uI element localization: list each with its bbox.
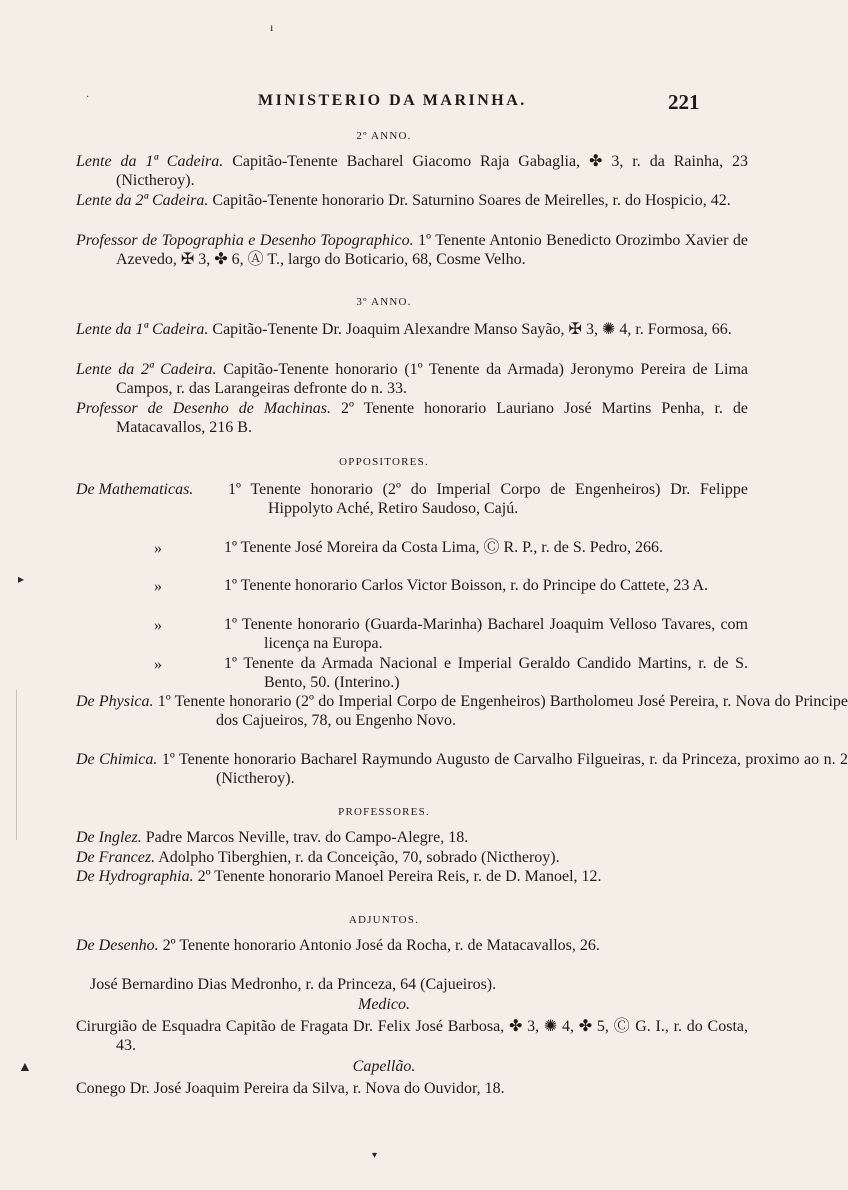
entry-label: Lente da 2ª Cadeira. — [76, 361, 217, 378]
ditto-mark: » — [154, 540, 162, 557]
entry-label: Lente da 1ª Cadeira. — [76, 321, 209, 338]
ditto-mark: » — [154, 578, 162, 595]
entry-text: 2º Tenente honorario Lauriano José Martins Penha, r. de Matacavallos, 216 B. — [116, 400, 749, 437]
entry-label: De Mathematicas. — [76, 481, 194, 498]
entry-text: 1º Tenente honorario Bacharel Raymundo Augusto de Carvalho Filgueiras, r. da Princeza, proximo ao n. 2 (Nictheroy). — [161, 751, 848, 788]
entry-francez — [76, 848, 748, 867]
entry-label: Lente da 1ª Cadeira. — [76, 153, 224, 170]
header-title: MINISTERIO DA MARINHA. — [258, 92, 527, 109]
ink-speck: ▲ — [18, 1060, 32, 1075]
entry-professor-topographia — [76, 231, 748, 270]
entry-professor-desenho-machinas — [76, 399, 748, 438]
entry-capellao: Conego Dr. José Joaquim Pereira da Silva, r. Nova do Ouvidor, 18. — [76, 1080, 505, 1097]
entry-label: De Desenho. — [76, 937, 159, 954]
entry-text: Capitão-Tenente honorario Dr. Saturnino Soares de Meirelles, r. do Hospicio, 42. — [212, 192, 731, 209]
entry-lente-2-cadeira-3 — [76, 360, 748, 399]
ditto-mark: » — [154, 617, 162, 634]
entry-text: Capitão-Tenente Dr. Joaquim Alexandre Manso Sayão, ✠ 3, ✺ 4, r. Formosa, 66. — [212, 321, 732, 338]
math-oppositor-2: 1º Tenente José Moreira da Costa Lima, Ⓒ R. P., r. de S. Pedro, 266. — [224, 539, 664, 556]
page-number: 221 — [668, 90, 700, 114]
section-heading-3-anno: 3º ANNO. — [356, 296, 412, 308]
math-oppositor-5: 1º Tenente da Armada Nacional e Imperial Geraldo Candido Martins, r. de S. Bento, 50. (Interino.) — [224, 655, 748, 692]
entry-text: 2º Tenente honorario Antonio José da Rocha, r. de Matacavallos, 26. — [162, 937, 600, 954]
section-heading-professores: PROFESSORES. — [338, 806, 430, 818]
entry-text: 2º Tenente honorario Manoel Pereira Reis, r. de D. Manoel, 12. — [197, 868, 602, 885]
entry-adjunto-2: José Bernardino Dias Medronho, r. da Princeza, 64 (Cajueiros). — [90, 976, 497, 993]
entry-label: Professor de Desenho de Machinas. — [76, 400, 331, 417]
entry-text: 1º Tenente Antonio Benedicto Orozimbo Xavier de Azevedo, ✠ 3, ✤ 6, Ⓐ T., largo do Boticario, 68, Cosme Velho. — [116, 232, 749, 269]
math-oppositor-3: 1º Tenente honorario Carlos Victor Boisson, r. do Principe do Cattete, 23 A. — [224, 577, 708, 594]
section-heading-2-anno: 2º ANNO. — [356, 130, 412, 142]
entry-label: De Hydrographia. — [76, 868, 194, 885]
entry-text: 1º Tenente honorario (2º do Imperial Corpo de Engenheiros) Bartholomeu José Pereira, r. Nova do Principe dos Cajueiros, 78, ou Engenho Novo. — [157, 693, 848, 730]
entry-physica — [76, 692, 848, 731]
running-header — [0, 92, 768, 116]
entry-label: De Francez. — [76, 849, 156, 866]
ink-speck: · — [86, 92, 90, 103]
entry-text: Capitão-Tenente honorario (1º Tenente da Armada) Jeronymo Pereira de Lima Campos, r. das Larangeiras defronte do n. 33. — [116, 361, 748, 398]
section-heading-capellao: Capellão. — [352, 1058, 416, 1075]
section-heading-oppositores: OPPOSITORES. — [339, 456, 429, 468]
entry-chimica — [76, 750, 848, 789]
entry-desenho — [76, 936, 748, 955]
math-oppositor-1: 1º Tenente honorario (2º do Imperial Corpo de Engenheiros) Dr. Felippe Hippolyto Aché, Retiro Saudoso, Cajú. — [228, 481, 748, 518]
entry-lente-1-cadeira-2 — [76, 152, 748, 191]
entry-hydrographia — [76, 867, 748, 886]
entry-label: De Physica. — [76, 693, 154, 710]
entry-text: Adolpho Tiberghien, r. da Conceição, 70, sobrado (Nictheroy). — [158, 849, 560, 866]
ink-speck: ▾ — [372, 1150, 378, 1161]
entry-medico: Cirurgião de Esquadra Capitão de Fragata Dr. Felix José Barbosa, ✤ 3, ✺ 4, ✤ 5, Ⓒ G. I., r. do Costa, 43. — [76, 1018, 749, 1055]
ink-speck: ı — [270, 20, 274, 34]
mathematicas-label — [76, 480, 193, 499]
entry-label: De Chimica. — [76, 751, 158, 768]
math-oppositor-4: 1º Tenente honorario (Guarda-Marinha) Bacharel Joaquim Velloso Tavares, com licença na Europa. — [224, 616, 748, 653]
ink-speck: ▸ — [18, 572, 25, 586]
entry-text: Padre Marcos Neville, trav. do Campo-Alegre, 18. — [145, 829, 469, 846]
entry-text: Capitão-Tenente Bacharel Giacomo Raja Gabaglia, ✤ 3, r. da Rainha, 23 (Nictheroy). — [116, 153, 749, 190]
entry-label: Professor de Topographia e Desenho Topographico. — [76, 232, 414, 249]
entry-inglez — [76, 828, 748, 847]
entry-label: Lente da 2ª Cadeira. — [76, 192, 209, 209]
entry-lente-2-cadeira-2 — [76, 191, 748, 210]
section-heading-medico: Medico. — [358, 996, 410, 1013]
section-heading-adjuntos: ADJUNTOS. — [348, 914, 420, 926]
entry-label: De Inglez. — [76, 829, 142, 846]
ditto-mark: » — [154, 656, 162, 673]
entry-lente-1-cadeira-3 — [76, 320, 748, 339]
